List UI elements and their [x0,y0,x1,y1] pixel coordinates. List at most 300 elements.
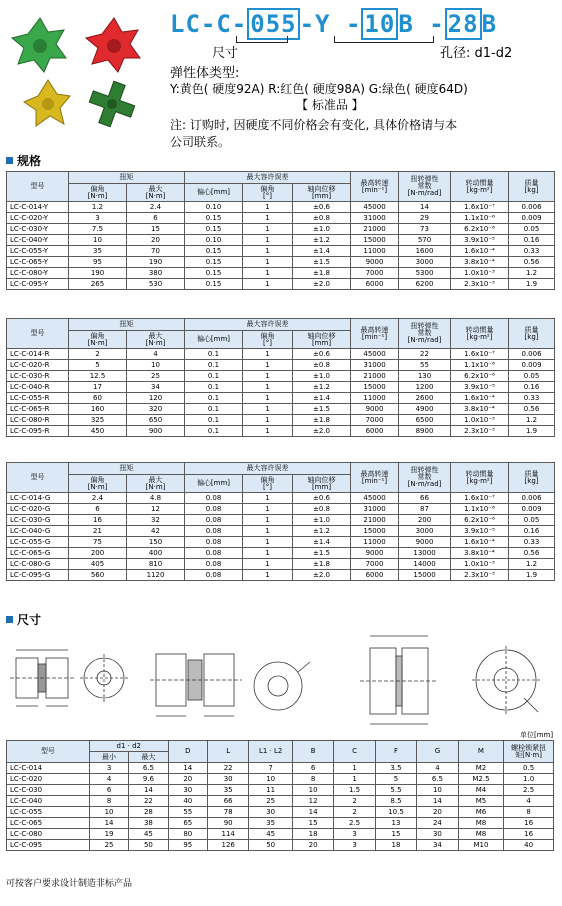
col-axial: 轴向位移 [mm] [293,475,351,493]
table-cell: LC-C-030-R [7,371,69,382]
table-cell: 32 [127,515,185,526]
table-cell: 16 [69,515,127,526]
table-cell: 0.1 [185,393,243,404]
table-row [7,515,555,526]
table-cell: 17 [69,382,127,393]
table-cell: 10 [417,785,458,796]
table-cell: 4 [89,774,128,785]
table-cell: 1.0 [504,774,554,785]
dim-col-L: L [207,741,248,763]
table-cell: 13000 [399,548,451,559]
col-angle: 偏角 [°] [243,475,293,493]
standard-label: 【 标准品 】 [296,98,364,112]
table-cell: ±0.8 [293,360,351,371]
red-spider-icon [86,18,140,72]
table-cell: 1.5 [334,785,375,796]
table-row [7,526,555,537]
table-cell: LC-C-014-Y [7,202,69,213]
table-cell: 1.2 [509,268,555,279]
table-row [7,404,555,415]
table-cell: ±1.8 [293,559,351,570]
table-row [7,570,555,581]
table-cell: ±1.2 [293,235,351,246]
table-cell: 12 [292,796,333,807]
table-cell: M6 [458,807,504,818]
bore-bracket [334,36,434,43]
table-cell: 35 [207,785,248,796]
table-cell: 10 [89,807,128,818]
table-cell: 900 [127,426,185,437]
table-cell: 0.1 [185,371,243,382]
col-max: 最大 [N·m] [127,475,185,493]
table-cell: 120 [127,393,185,404]
table-cell: 20 [127,235,185,246]
table-cell: 8.5 [375,796,416,807]
table-cell: 1.1x10⁻⁶ [451,213,509,224]
table-cell: 3.8x10⁻⁴ [451,404,509,415]
table-cell: 60 [69,393,127,404]
table-row [7,257,555,268]
table-row [7,393,555,404]
table-cell: 30 [417,829,458,840]
table-cell: 0.05 [509,515,555,526]
drawing-assembly-view [360,636,438,724]
table-cell: 2.4 [69,493,127,504]
table-cell: LC-C-020-G [7,504,69,515]
table-cell: 21 [69,526,127,537]
table-cell: 0.1 [185,415,243,426]
green-spider-icon [12,18,66,72]
table-cell: 10 [292,785,333,796]
table-cell: ±1.2 [293,526,351,537]
table-cell: LC-C-020 [7,774,90,785]
table-cell: 2.5 [504,785,554,796]
table-cell: LC-C-014-G [7,493,69,504]
table-cell: 22 [129,796,168,807]
table-cell: 114 [207,829,248,840]
table-cell: 4 [127,349,185,360]
table-cell: 1.0x10⁻³ [451,559,509,570]
dim-col-G: G [417,741,458,763]
table-cell: 0.08 [185,570,243,581]
table-cell: 3 [334,829,375,840]
table-row [7,774,554,785]
col-rated: 偏角 [N·m] [69,184,127,202]
table-cell: 0.08 [185,504,243,515]
table-cell: 2.3x10⁻³ [451,570,509,581]
table-cell: 0.1 [185,382,243,393]
table-cell: LC-C-030-Y [7,224,69,235]
col-misalign: 最大容许误差 [185,463,351,475]
spec-table-yellow [6,171,555,290]
table-cell: ±0.8 [293,213,351,224]
table-cell: 1.6x10⁻⁷ [451,349,509,360]
col-rated: 偏角 [N·m] [69,475,127,493]
table-cell: 190 [127,257,185,268]
table-cell: 15000 [351,526,399,537]
spec-table-red [6,318,555,437]
unit-note: 单位[mm] [520,731,554,739]
table-cell: 0.08 [185,548,243,559]
table-cell: 34 [417,840,458,851]
table-cell: 75 [69,537,127,548]
table-cell: 3.9x10⁻⁵ [451,382,509,393]
table-cell: 650 [127,415,185,426]
table-cell: 1 [243,570,293,581]
table-cell: 3.9x10⁻⁵ [451,526,509,537]
dimension-table [6,740,554,851]
table-cell: ±2.0 [293,279,351,290]
drawing-hub-view [254,662,310,710]
table-cell: 0.08 [185,515,243,526]
table-row [7,349,555,360]
dim-col-F: F [375,741,416,763]
table-cell: 15 [127,224,185,235]
table-cell: 130 [399,371,451,382]
table-cell: ±0.8 [293,504,351,515]
table-cell: 1.2 [509,559,555,570]
table-cell: ±1.8 [293,415,351,426]
table-cell: 0.16 [509,526,555,537]
table-cell: 1.9 [509,426,555,437]
table-cell: 6.5 [129,763,168,774]
table-cell: 0.1 [185,426,243,437]
table-cell: 87 [399,504,451,515]
col-axial: 轴向位移 [mm] [293,184,351,202]
table-cell: M2 [458,763,504,774]
table-cell: 0.1 [185,404,243,415]
dim-col-dmax: 最大 [129,752,168,763]
table-cell: LC-C-055-G [7,537,69,548]
table-cell: 6000 [351,570,399,581]
table-cell: 1 [243,202,293,213]
yellow-spider-icon [24,80,70,126]
table-cell: 150 [127,537,185,548]
table-cell: 570 [399,235,451,246]
table-cell: 3 [334,840,375,851]
table-cell: 1 [243,504,293,515]
table-cell: LC-C-014-R [7,349,69,360]
table-cell: 1.9 [509,570,555,581]
table-row [7,279,555,290]
table-cell: LC-C-065-G [7,548,69,559]
col-axial: 轴向位移 [mm] [293,331,351,349]
table-cell: 1 [243,515,293,526]
col-angle: 偏角 [°] [243,331,293,349]
table-row [7,807,554,818]
table-cell: 78 [207,807,248,818]
table-cell: 55 [399,360,451,371]
table-cell: 1.6x10⁻⁴ [451,393,509,404]
col-torque: 扭矩 [69,172,185,184]
table-cell: 1120 [127,570,185,581]
table-cell: 0.009 [509,360,555,371]
table-cell: 14000 [399,559,451,570]
table-cell: 20 [417,807,458,818]
drawing-side-view [10,650,74,706]
table-cell: 5300 [399,268,451,279]
table-cell: LC-C-065 [7,818,90,829]
dim-section-title [6,611,41,628]
table-cell: 40 [504,840,554,851]
bore-label: 孔径: d1-d2 [440,46,513,61]
table-cell: 10 [127,360,185,371]
footer-note: 可按客户要求设计制造非标产品 [6,879,133,889]
table-cell: LC-C-095-R [7,426,69,437]
table-row [7,235,555,246]
table-cell: 1.6x10⁻⁴ [451,537,509,548]
table-cell: 0.009 [509,504,555,515]
table-cell: 25 [127,371,185,382]
table-cell: 9000 [351,404,399,415]
col-inertia: 转动惯量 [kg·m²] [451,172,509,202]
table-cell: 0.5 [504,763,554,774]
table-cell: 0.05 [509,224,555,235]
order-code: LC-C- 055 -Y - 10 B - 28 B [170,10,498,38]
table-cell: 12 [127,504,185,515]
table-cell: 21000 [351,371,399,382]
table-cell: 8 [292,774,333,785]
table-cell: 1.6x10⁻⁴ [451,246,509,257]
col-model: 型号 [7,463,69,493]
table-row [7,382,555,393]
table-cell: 1 [243,360,293,371]
table-cell: 0.1 [185,349,243,360]
table-cell: 1.0x10⁻³ [451,415,509,426]
table-cell: 1 [243,213,293,224]
table-cell: 200 [69,548,127,559]
table-cell: 12.5 [69,371,127,382]
table-cell: 810 [127,559,185,570]
table-cell: 1.0x10⁻³ [451,268,509,279]
table-cell: 1 [243,257,293,268]
table-cell: LC-C-040-Y [7,235,69,246]
spider-elastomer-images [8,8,158,128]
table-cell: M8 [458,818,504,829]
table-cell: 55 [168,807,207,818]
table-cell: 30 [168,785,207,796]
table-cell: 1 [243,426,293,437]
table-cell: 265 [69,279,127,290]
table-cell: 0.15 [185,246,243,257]
spec-section-title [6,152,41,169]
table-cell: 31000 [351,213,399,224]
table-cell: 0.16 [509,235,555,246]
table-cell: 10.5 [375,807,416,818]
col-max: 最大 [N·m] [127,184,185,202]
table-cell: 38 [129,818,168,829]
table-cell: 0.15 [185,213,243,224]
table-row [7,493,555,504]
table-cell: LC-C-055 [7,807,90,818]
col-model: 型号 [7,319,69,349]
table-cell: 0.15 [185,268,243,279]
table-cell: 8900 [399,426,451,437]
col-torque: 扭矩 [69,463,185,475]
table-cell: 6000 [351,426,399,437]
table-cell: 3000 [399,526,451,537]
table-cell: 6.2x10⁻⁶ [451,224,509,235]
table-cell: LC-C-020-R [7,360,69,371]
table-cell: 1.2 [69,202,127,213]
table-cell: 0.08 [185,537,243,548]
table-cell: 31000 [351,360,399,371]
table-cell: 7 [249,763,293,774]
table-cell: 320 [127,404,185,415]
table-row [7,829,554,840]
table-cell: 11000 [351,393,399,404]
drawing-end-view [80,654,128,702]
table-cell: 30 [249,807,293,818]
table-cell: 73 [399,224,451,235]
table-cell: 3.8x10⁻⁴ [451,257,509,268]
table-cell: 2.5 [334,818,375,829]
table-cell: 380 [127,268,185,279]
table-cell: 34 [127,382,185,393]
table-cell: 1.9 [509,279,555,290]
table-cell: 325 [69,415,127,426]
table-cell: 1 [334,763,375,774]
table-cell: 530 [127,279,185,290]
dim-col-d: d1 · d2 [89,741,168,752]
table-cell: 65 [168,818,207,829]
table-row [7,537,555,548]
table-cell: 6 [89,785,128,796]
table-row [7,548,555,559]
table-cell: 5 [69,360,127,371]
order-note-line1: 注: 订购时, 因硬度不同价格会有变化, 具体价格请与本 [170,118,458,132]
table-cell: 45000 [351,202,399,213]
table-cell: 2 [334,796,375,807]
table-cell: ±1.5 [293,404,351,415]
table-cell: 6.2x10⁻⁶ [451,515,509,526]
table-cell: 400 [127,548,185,559]
table-cell: LC-C-095-G [7,570,69,581]
table-cell: 42 [127,526,185,537]
table-cell: ±0.6 [293,493,351,504]
table-cell: 1.6x10⁻⁷ [451,202,509,213]
table-cell: 50 [129,840,168,851]
col-speed: 最高转速 [min⁻¹] [351,463,399,493]
col-speed: 最高转速 [min⁻¹] [351,172,399,202]
table-row [7,559,555,570]
table-cell: LC-C-040 [7,796,90,807]
table-cell: ±2.0 [293,570,351,581]
table-cell: 6 [292,763,333,774]
table-cell: 1 [243,526,293,537]
table-row [7,818,554,829]
elastomer-types: Y:黄色( 硬度92A) R:红色( 硬度98A) G:绿色( 硬度64D) [170,82,468,96]
table-cell: 8 [504,807,554,818]
table-row [7,785,554,796]
table-cell: 9000 [399,537,451,548]
table-cell: 1 [243,279,293,290]
table-cell: LC-C-055-Y [7,246,69,257]
col-misalign: 最大容许误差 [185,319,351,331]
table-cell: LC-C-095 [7,840,90,851]
table-row [7,415,555,426]
table-cell: 18 [292,829,333,840]
table-cell: M5 [458,796,504,807]
table-cell: LC-C-014 [7,763,90,774]
table-cell: 1200 [399,382,451,393]
col-torque: 扭矩 [69,319,185,331]
table-cell: 1 [243,268,293,279]
table-row [7,213,555,224]
table-cell: 3.8x10⁻⁴ [451,548,509,559]
table-cell: 6200 [399,279,451,290]
table-cell: 3 [69,213,127,224]
table-cell: 0.33 [509,537,555,548]
col-inertia: 转动惯量 [kg·m²] [451,319,509,349]
table-cell: ±1.0 [293,515,351,526]
table-cell: LC-C-040-G [7,526,69,537]
size-label: 尺寸 [212,46,239,61]
table-cell: LC-C-065-R [7,404,69,415]
table-cell: 6.5 [417,774,458,785]
table-cell: 11 [249,785,293,796]
col-misalign: 最大容许误差 [185,172,351,184]
table-cell: M2.5 [458,774,504,785]
table-cell: 95 [168,840,207,851]
table-cell: 0.08 [185,526,243,537]
drawing-section-view [472,646,540,714]
table-cell: 20 [168,774,207,785]
table-cell: 450 [69,426,127,437]
table-cell: M10 [458,840,504,851]
dim-col-M: M [458,741,504,763]
table-cell: 22 [207,763,248,774]
table-cell: 50 [249,840,293,851]
table-cell: 9000 [351,257,399,268]
table-cell: 1 [243,371,293,382]
table-cell: 1 [243,537,293,548]
table-cell: 405 [69,559,127,570]
table-cell: ±1.4 [293,246,351,257]
table-cell: LC-C-065-Y [7,257,69,268]
table-row [7,371,555,382]
order-note-line2: 公司联系。 [170,135,231,149]
table-cell: ±1.8 [293,268,351,279]
elastomer-type-label: 弹性体类型: [170,66,240,81]
spec-table-green [6,462,555,581]
table-row [7,504,555,515]
section-square-icon [6,616,13,623]
table-cell: M4 [458,785,504,796]
table-cell: 0.56 [509,548,555,559]
table-cell: ±1.4 [293,537,351,548]
table-cell: 3.9x10⁻⁵ [451,235,509,246]
table-row [7,796,554,807]
col-offset: 偏心[mm] [185,331,243,349]
table-cell: 8 [89,796,128,807]
table-cell: 5 [375,774,416,785]
table-cell: LC-C-020-Y [7,213,69,224]
table-cell: 9000 [351,548,399,559]
table-cell: 40 [168,796,207,807]
table-cell: 1 [243,559,293,570]
table-row [7,224,555,235]
table-cell: 4 [417,763,458,774]
table-cell: ±1.4 [293,393,351,404]
col-angle: 偏角 [°] [243,184,293,202]
col-stiffness: 扭转弹性 常数 [N·m/rad] [399,319,451,349]
col-mass: 质量 [kg] [509,319,555,349]
dim-col-D: D [168,741,207,763]
table-cell: 15 [375,829,416,840]
table-cell: 45000 [351,349,399,360]
table-cell: 66 [399,493,451,504]
